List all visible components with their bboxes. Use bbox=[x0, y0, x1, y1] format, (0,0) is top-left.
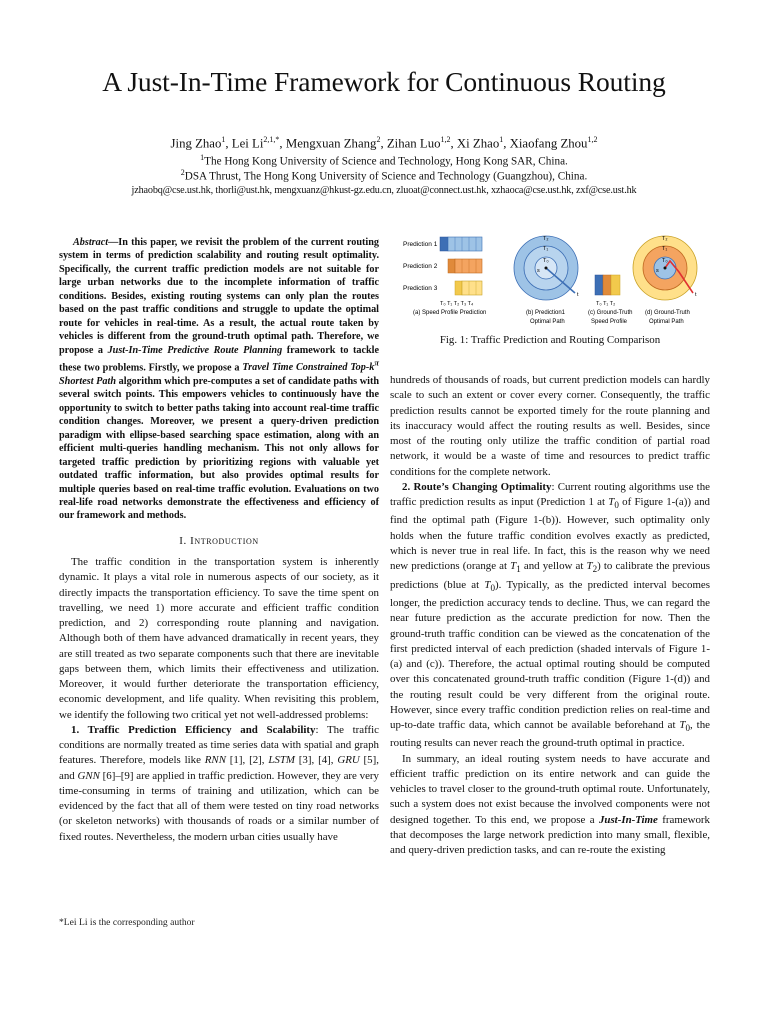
shaded-interval bbox=[440, 237, 448, 251]
gt-interval bbox=[611, 275, 620, 295]
author: Mengxuan Zhang bbox=[285, 136, 377, 151]
ring-label: T₀ bbox=[543, 258, 549, 264]
author: Xiaofang Zhou bbox=[509, 136, 588, 151]
prediction1-optimal-path bbox=[514, 236, 579, 325]
source-node-label: s bbox=[537, 268, 540, 274]
author: Lei Li bbox=[231, 136, 264, 151]
section-heading-introduction: I. Introduction bbox=[179, 534, 259, 547]
intro-summary: In summary, an ideal routing system needs to have accurate and efficient traffic prediction on its entire network and can guide the vehicles to travel closer to the ground-truth optimal route. Unfortunately, such a system does not exist because the involved components were not designed together. To this end, we propose a Just-In-Time framework that decomposes the large network prediction into many small, flexible, and query-driven prediction tasks, and can re-route the existing bbox=[390, 752, 711, 857]
ground-truth-optimal-path bbox=[633, 236, 697, 325]
subfigure-caption-c: Speed Profile bbox=[591, 319, 628, 325]
shaded-interval bbox=[455, 281, 462, 295]
subfigure-caption-b: (b) Prediction1 bbox=[526, 310, 566, 316]
ring-label: T₁ bbox=[543, 246, 549, 252]
intro-paragraph: The traffic condition in the transportation system is inherently dynamic. It plays a vital role in numerous aspects of our society, as it directly impacts the transportation efficiency. To save the time spent on travelling, we need 1) more accurate and efficient traffic condition prediction, and 2) corresponding route planning and navigation. Although both of them have advanced dramatically in recent years, they are still treated as two separate components such that there are inevitable gaps between them, which limits their effectiveness and utilization. Moreover, it would further deteriorate the transportation efficiency, economic development, and life quality. When revisiting this problem, we identify the following two critical yet not well-addressed problems: bbox=[59, 556, 379, 721]
intro-problem-2: 2. Route’s Changing Optimality: Current routing algorithms use the traffic prediction results as input (Prediction 1 at $T_0$ of Figure 1-(a)) and find the optimal path (Figure 1-(b)). However, such optimality only holds when the future traffic condition evolves exactly as predicted, which is never true in real life. In fact, this is the reason why we need new predictions (orange at $T_1$ and yellow at $T_2$) to calibrate the previous predictions (blue at $T_0$). Typically, as the predicted interval becomes longer, the prediction accuracy tends to decline. Thus, we can regard the near future prediction as the accurate prediction for now. Then the ground-truth traffic condition can be viewed as the concatenation of the first predicted interval of each prediction (shaded intervals of Figure 1-(a) and (c)). Therefore, the actual optimal routing should be computed over this concatenated ground-truth traffic condition (Figure 1-(d)) and the routing result could be very different from the original route. However, since every traffic condition prediction relies on real-time and up-to-date traffic data, which cannot be available beforehand at $T_0$, the routing results can never reach the ground-truth optimal in practice. bbox=[390, 480, 711, 750]
gt-time-axis-label: T₀ T₁ T₂ bbox=[596, 301, 616, 307]
subfigure-caption-b: Optimal Path bbox=[530, 319, 565, 325]
author-emails: jzhaobq@cse.ust.hk, thorli@ust.hk, mengxuanz@hkust-gz.edu.cn, zluoat@connect.ust.hk, xzhaoca@cse.ust.hk, zxf@cse.ust.hk bbox=[131, 185, 637, 196]
source-node-label: s bbox=[656, 268, 659, 274]
gt-interval bbox=[603, 275, 611, 295]
affiliation-1: $^1$The Hong Kong University of Science and Technology, Hong Kong SAR, China. bbox=[200, 153, 568, 168]
ground-truth-speed-profile bbox=[588, 275, 632, 325]
speed-profile-prediction bbox=[403, 237, 486, 316]
intro-paragraph-continued: hundreds of thousands of roads, but current prediction models can hardly scale to such an extent or cover every corner. Consequently, the traffic prediction results cannot be exported timely for the route planning and its inaccuracy would affect the routing results as well. Besides, since most of the routing only utilize the traffic condition of partial road network, it would be a waste of time and resources to predict traffic conditions for the complete network. bbox=[390, 374, 710, 478]
prediction-label: Prediction 2 bbox=[403, 263, 438, 270]
author: Xi Zhao bbox=[456, 136, 500, 151]
shaded-interval bbox=[448, 259, 455, 273]
author: Jing Zhao bbox=[170, 136, 222, 151]
prediction-label: Prediction 3 bbox=[403, 285, 438, 292]
author: Zihan Luo bbox=[386, 136, 441, 151]
affiliation-2: $^2$DSA Thrust, The Hong Kong University of Science and Technology (Guangzhou), China. bbox=[180, 168, 588, 183]
figure-1 bbox=[393, 230, 711, 330]
prediction-bar bbox=[448, 237, 482, 251]
gt-interval bbox=[595, 275, 603, 295]
ring-label: T₁ bbox=[662, 246, 668, 252]
right-column bbox=[390, 373, 710, 858]
ring-label: T₂ bbox=[662, 236, 668, 242]
subfigure-caption-a: (a) Speed Profile Prediction bbox=[413, 310, 487, 316]
abstract: Abstract—In this paper, we revisit the problem of the current routing system in terms of prediction scalability and routing result optimality. Specifically, the current traffic prediction models are not suitable for large urban networks due to the incomplete information of traffic conditions. Besides, existing routing systems can only plan the routes based on the past traffic conditions and struggle to update the optimal route for vehicles in real-time. As a result, the actual route taken by vehicles is different from the ground-truth optimal path. Therefore, we propose a Just-In-Time Predictive Route Planning framework to tackle these two problems. Firstly, we propose a Travel Time Constrained Top-$k^\pi$ Shortest Path algorithm which pre-computes a set of candidate paths with several switch points. This empowers vehicles to continuously have the opportunity to switch to better paths taking into account real-time traffic condition changes. Moreover, we present a query-driven prediction paradigm with ellipse-based searching space estimation, along with an efficient multi-queries handling mechanism. This not only allows for targeted traffic prediction by prioritizing regions with valuable yet outdated traffic information, but also provides optimal results for multiple queries based on real-time traffic evolution. Evaluations on two real-life road networks demonstrate the effectiveness and efficiency of our framework and methods. bbox=[59, 237, 380, 522]
paper-title: A Just-In-Time Framework for Continuous Routing bbox=[102, 66, 666, 97]
intro-problem-1: 1. Traffic Prediction Efficiency and Scalability: The traffic conditions are normally treated as time series data with spatial and graph features. Therefore, models like RNN [1], [2], LSTM [3], [4], GRU [5], and GNN [6]–[9] are applied in traffic prediction. However, they are very time-consuming in terms of training and utilization, which can be evidenced by the fact that all of them were tested on tiny road networks (or skeleton networks) with thousands of roads or a similar number of fixed routes. Nevertheless, the modern urban cities usually have bbox=[59, 723, 379, 843]
prediction-label: Prediction 1 bbox=[403, 241, 438, 248]
time-axis-label: T₀ T₁ T₂ T₃ T₄ bbox=[440, 301, 474, 307]
ring-label: T₀ bbox=[662, 258, 668, 264]
subfigure-caption-c: (c) Ground-Truth bbox=[588, 310, 633, 316]
prediction-bar bbox=[455, 259, 482, 273]
left-column bbox=[59, 236, 379, 845]
figure-caption: Fig. 1: Traffic Prediction and Routing Comparison bbox=[439, 334, 661, 346]
footnote: *Lei Li is the corresponding author bbox=[59, 917, 195, 928]
ring-label: T₂ bbox=[543, 236, 549, 242]
author-list: Jing Zhao$^1$, Lei $Li^{2,1,*}$, Mengxuan Zhang$^2$, Zihan Luo$^{1,2}$, Xi Zhao$^1$, Xiaofang Zhou$^{1,2}$ bbox=[170, 135, 598, 151]
subfigure-caption-d: (d) Ground-Truth bbox=[645, 310, 690, 316]
prediction-bar bbox=[462, 281, 482, 295]
subfigure-caption-d: Optimal Path bbox=[649, 319, 684, 325]
target-node-label: t bbox=[695, 292, 697, 298]
target-node-label: t bbox=[577, 292, 579, 298]
